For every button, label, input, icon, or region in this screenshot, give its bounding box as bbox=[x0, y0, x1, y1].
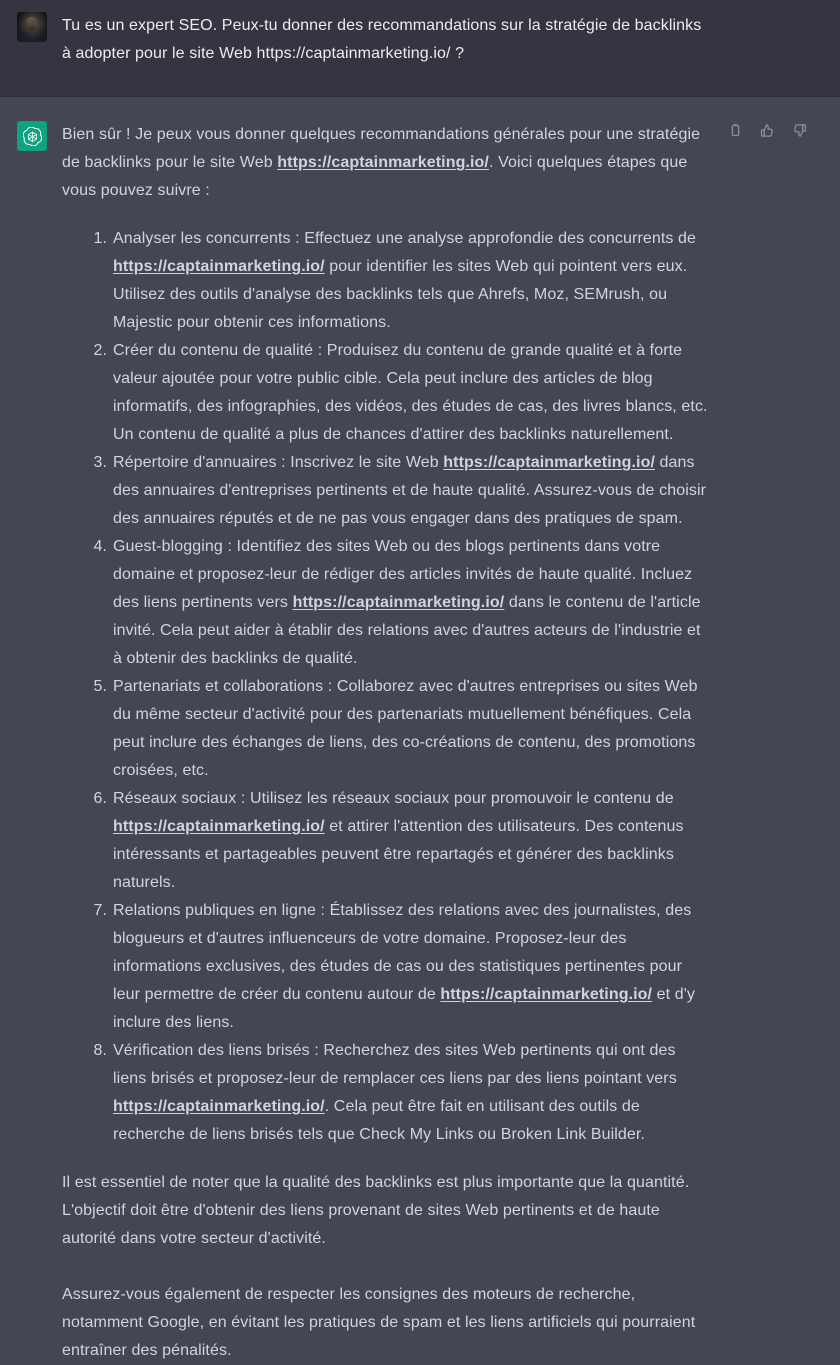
step-text-after-link: et attirer l'attention des utilisateurs. Des contenus intéressants et partageables peuvent être repartagés et générer des backlinks naturels. bbox=[113, 818, 684, 891]
step-text-after-link: dans des annuaires d'entreprises pertinents et de haute qualité. Assurez-vous de choisir des annuaires réputés et de ne pas vous engager dans des pratiques de spam. bbox=[113, 454, 707, 527]
chatgpt-logo-icon bbox=[17, 121, 47, 151]
list-item bbox=[88, 1037, 712, 1149]
captainmarketing-link[interactable]: https://captainmarketing.io/ bbox=[443, 454, 655, 471]
list-item bbox=[88, 785, 712, 897]
step-text-before-link: Répertoire d'annuaires : Inscrivez le site Web bbox=[113, 454, 444, 471]
assistant-message-body bbox=[62, 121, 742, 1365]
list-item bbox=[88, 897, 712, 1037]
assistant-message-row bbox=[0, 96, 840, 1365]
list-item bbox=[88, 673, 712, 785]
step-text-after-link: dans le contenu de l'article invité. Cela peut aider à établir des relations avec d'autres acteurs de l'industrie et à obtenir des backlinks de qualité. bbox=[113, 594, 701, 667]
list-item bbox=[88, 449, 712, 533]
user-avatar-photo bbox=[17, 12, 47, 42]
list-item bbox=[88, 337, 712, 449]
captainmarketing-link[interactable]: https://captainmarketing.io/ bbox=[277, 154, 489, 171]
copy-icon[interactable] bbox=[724, 119, 746, 141]
captainmarketing-link[interactable]: https://captainmarketing.io/ bbox=[113, 258, 325, 275]
thumbs-up-icon[interactable] bbox=[756, 119, 778, 141]
assistant-intro-paragraph bbox=[62, 121, 712, 205]
step-text-after-link: et d'y inclure des liens. bbox=[113, 986, 695, 1031]
captainmarketing-link[interactable]: https://captainmarketing.io/ bbox=[113, 1098, 325, 1115]
message-actions bbox=[724, 119, 810, 141]
step-text-before-link: Créer du contenu de qualité : Produisez du contenu de grande qualité et à forte valeur ajoutée pour votre public cible. Cela peut inclure des articles de blog informatifs, des infographies, des vidéos, des études de cas, des livres blancs, etc. Un contenu de qualité a plus de chances d'attirer des backlinks naturellement. bbox=[113, 342, 708, 443]
step-text-before-link: Vérification des liens brisés : Recherchez des sites Web pertinents qui ont des liens brisés et proposez-leur de remplacer ces liens par des liens pointant vers bbox=[113, 1042, 677, 1087]
step-text-after-link: . Cela peut être fait en utilisant des outils de recherche de liens brisés tels que Check My Links ou Broken Link Builder. bbox=[113, 1098, 646, 1143]
user-message-text: Tu es un expert SEO. Peux-tu donner des recommandations sur la stratégie de backlinks à adopter pour le site Web https://captainmarketing.io/ ? bbox=[62, 17, 702, 62]
user-avatar-column bbox=[0, 12, 62, 96]
list-item bbox=[88, 225, 712, 337]
step-text-after-link: pour identifier les sites Web qui pointent vers eux. Utilisez des outils d'analyse des backlinks tels que Ahrefs, Moz, SEMrush, ou Majestic pour obtenir ces informations. bbox=[113, 258, 688, 331]
step-text-before-link: Réseaux sociaux : Utilisez les réseaux sociaux pour promouvoir le contenu de bbox=[113, 790, 674, 807]
user-message-body bbox=[62, 12, 742, 96]
captainmarketing-link[interactable]: https://captainmarketing.io/ bbox=[440, 986, 653, 1003]
captainmarketing-link[interactable]: https://captainmarketing.io/ bbox=[292, 594, 505, 611]
captainmarketing-link[interactable]: https://captainmarketing.io/ bbox=[113, 818, 325, 835]
list-item bbox=[88, 533, 712, 673]
intro-text-after-link: . Voici quelques étapes que vous pouvez suivre : bbox=[62, 154, 688, 199]
step-text-before-link: Analyser les concurrents : Effectuez une analyse approfondie des concurrents de bbox=[113, 230, 697, 247]
assistant-avatar-column bbox=[0, 121, 62, 1365]
user-message-row bbox=[0, 0, 840, 96]
closing-paragraph-guidelines: Assurez-vous également de respecter les consignes des moteurs de recherche, notamment Google, en évitant les pratiques de spam et les liens artificiels qui pourraient entraîner des pénalités. bbox=[62, 1286, 696, 1359]
closing-paragraph-quality: Il est essentiel de noter que la qualité des backlinks est plus importante que la quantité. L'objectif doit être d'obtenir des liens provenant de sites Web pertinents et de haute autorité dans votre secteur d'activité. bbox=[62, 1174, 690, 1247]
thumbs-down-icon[interactable] bbox=[788, 119, 810, 141]
step-text-before-link: Partenariats et collaborations : Collaborez avec d'autres entreprises ou sites Web du même secteur d'activité pour des partenariats mutuellement bénéfiques. Cela peut inclure des échanges de liens, des co-créations de contenu, des promotions croisées, etc. bbox=[113, 678, 698, 779]
step-text-before-link: Guest-blogging : Identifiez des sites Web ou des blogs pertinents dans votre domaine et proposez-leur de rédiger des articles invités de haute qualité. Incluez des liens pertinents vers bbox=[113, 538, 693, 611]
recommendations-list bbox=[62, 225, 712, 1149]
intro-text-before-link: Bien sûr ! Je peux vous donner quelques recommandations générales pour une stratégie de backlinks pour le site Web bbox=[62, 126, 701, 171]
step-text-before-link: Relations publiques en ligne : Établissez des relations avec des journalistes, des blogueurs et d'autres influenceurs de votre domaine. Proposez-leur des informations exclusives, des études de cas ou des statistiques pertinentes pour leur permettre de créer du contenu autour de bbox=[113, 902, 692, 1003]
